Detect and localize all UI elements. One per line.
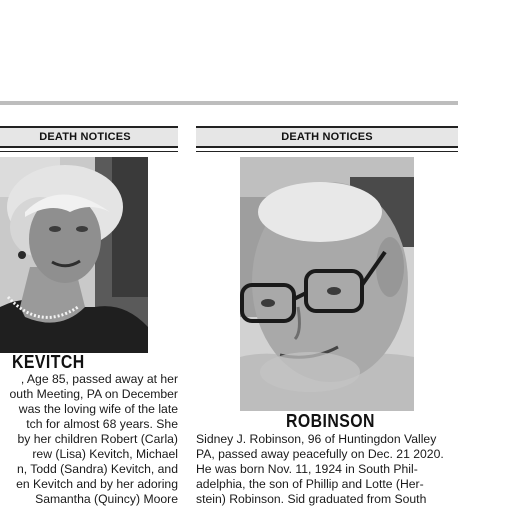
kevitch-notice-line: , Age 85, passed away at her bbox=[20, 372, 178, 386]
kevitch-notice-line: n, Todd (Sandra) Kevitch, and bbox=[16, 462, 178, 476]
robinson-portrait-photo bbox=[240, 157, 414, 411]
robinson-notice-line: He was born Nov. 11, 1924 in South Phil- bbox=[196, 462, 418, 476]
robinson-notice-line: adelphia, the son of Phillip and Lotte (Her- bbox=[196, 477, 424, 491]
kevitch-notice-line: outh Meeting, PA on December bbox=[9, 387, 178, 401]
kevitch-notice-line: rew (Lisa) Kevitch, Michael bbox=[32, 447, 178, 461]
kevitch-notice-line: tch for almost 68 years. She bbox=[26, 417, 178, 431]
kevitch-notice-line: Samantha (Quincy) Moore bbox=[35, 492, 178, 506]
kevitch-notice-line: was the loving wife of the late bbox=[18, 402, 178, 416]
left-notice-header bbox=[0, 126, 178, 148]
right-notice-column bbox=[196, 126, 458, 148]
robinson-name-heading: ROBINSON bbox=[286, 411, 375, 431]
kevitch-portrait-photo bbox=[0, 157, 148, 353]
kevitch-notice-body bbox=[0, 372, 178, 507]
robinson-notice-body bbox=[196, 432, 458, 507]
kevitch-name-heading: KEVITCH bbox=[12, 352, 85, 372]
robinson-notice-line: Sidney J. Robinson, 96 of Huntingdon Valley bbox=[196, 432, 437, 446]
left-notice-header-label: DEATH NOTICES bbox=[39, 131, 131, 143]
left-notice-column bbox=[0, 126, 178, 148]
kevitch-notice-line: en Kevitch and by her adoring bbox=[16, 477, 178, 491]
robinson-notice-line: stein) Robinson. Sid graduated from South bbox=[196, 492, 427, 506]
right-notice-header-label: DEATH NOTICES bbox=[281, 131, 373, 143]
robinson-notice-line: PA, passed away peacefully on Dec. 21 2020. bbox=[196, 447, 444, 461]
kevitch-notice-line: by her children Robert (Carla) bbox=[17, 432, 178, 446]
right-notice-header bbox=[196, 126, 458, 148]
section-divider-rule bbox=[0, 101, 458, 105]
